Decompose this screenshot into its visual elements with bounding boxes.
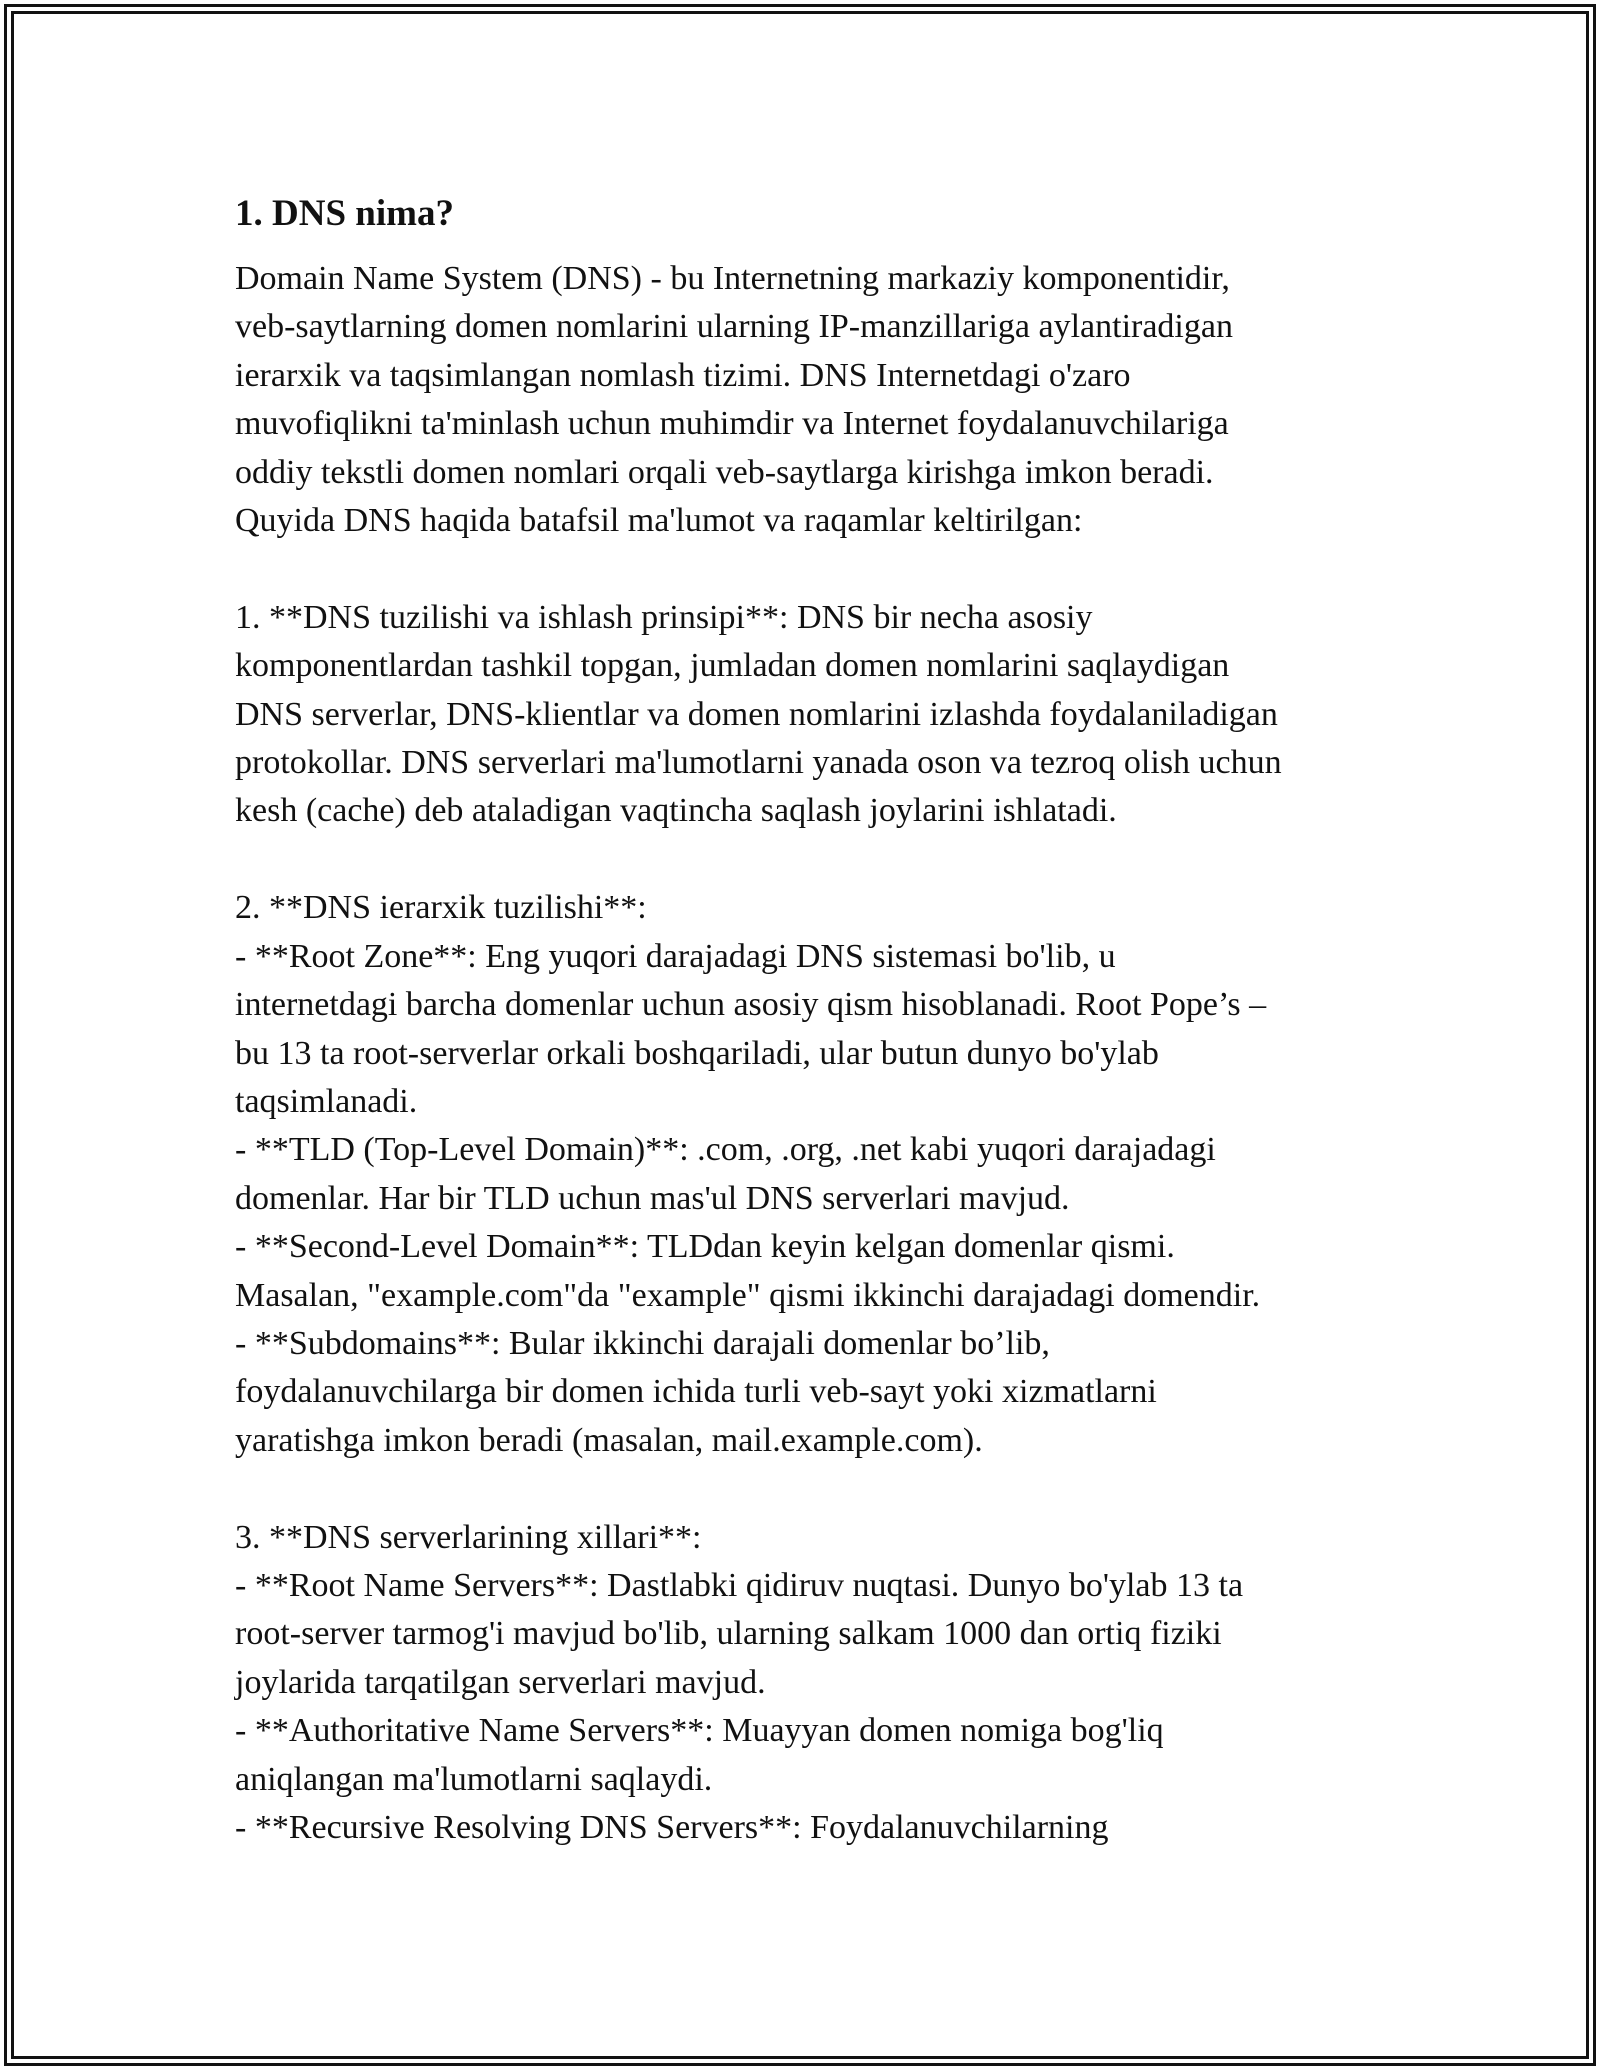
document-content bbox=[235, 186, 1385, 1852]
document-body-text: Domain Name System (DNS) - bu Internetning markaziy komponentidir, veb-saytlarning domen nomlarini ularning IP-manzillariga aylantiradigan ierarxik va taqsimlangan nomlash tizimi. DNS Internetdagi o'zaro muvofiqlikni ta'minlash uchun muhimdir va Internet foydalanuvchilariga oddiy tekstli domen nomlari orqali veb-saytlarga kirishga imkon beradi. Quyida DNS haqida batafsil ma'lumot va raqamlar keltirilgan: 1. **DNS tuzilishi va ishlash prinsipi**: DNS bir necha asosiy komponentlardan tashkil topgan, jumladan domen nomlarini saqlaydigan DNS serverlar, DNS-klientlar va domen nomlarini izlashda foydalaniladigan protokollar. DNS serverlari ma'lumotlarni yanada oson va tezroq olish uchun kesh (cache) deb ataladigan vaqtincha saqlash joylarini ishlatadi. 2. **DNS ierarxik tuzilishi**: - **Root Zone**: Eng yuqori darajadagi DNS sistemasi bo'lib, u internetdagi barcha domenlar uchun asosiy qism hisoblanadi. Root Pope’s – bu 13 ta root-serverlar orkali boshqariladi, ular butun dunyo bo'ylab taqsimlanadi. - **TLD (Top-Level Domain)**: .com, .org, .net kabi yuqori darajadagi domenlar. Har bir TLD uchun mas'ul DNS serverlari mavjud. - **Second-Level Domain**: TLDdan keyin kelgan domenlar qismi. Masalan, "example.com"da "example" qismi ikkinchi darajadagi domendir. - **Subdomains**: Bular ikkinchi darajali domenlar bo’lib, foydalanuvchilarga bir domen ichida turli veb-sayt yoki xizmatlarni yaratishga imkon beradi (masalan, mail.example.com). 3. **DNS serverlarining xillari**: - **Root Name Servers**: Dastlabki qidiruv nuqtasi. Dunyo bo'ylab 13 ta root-server tarmog'i mavjud bo'lib, ularning salkam 1000 dan ortiq fiziki joylarida tarqatilgan serverlari mavjud. - **Authoritative Name Servers**: Muayyan domen nomiga bog'liq aniqlangan ma'lumotlarni saqlaydi. - **Recursive Resolving DNS Servers**: Foydalanuvchilarning bbox=[235, 260, 1282, 1846]
document-heading: 1. DNS nima? bbox=[235, 193, 454, 234]
